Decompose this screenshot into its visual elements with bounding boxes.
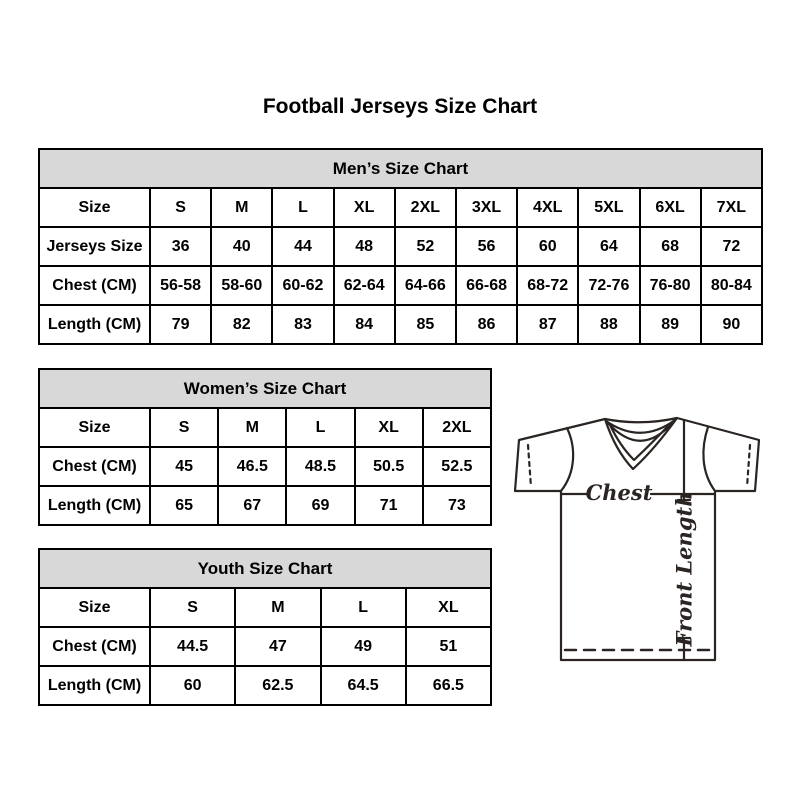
page-title: Football Jerseys Size Chart <box>262 95 538 118</box>
cell: 79 <box>150 305 211 344</box>
cell: 69 <box>286 486 354 525</box>
front-length-measure-label: Front Length <box>671 491 697 647</box>
table-title-row <box>39 549 491 588</box>
cell: 48.5 <box>286 447 354 486</box>
mens-size-table <box>38 148 763 345</box>
chest-measure-label: Chest <box>585 480 653 505</box>
table-row <box>39 305 762 344</box>
cell: 56 <box>456 227 517 266</box>
table-row <box>39 447 491 486</box>
row-label: Length (CM) <box>39 666 150 705</box>
cell: 83 <box>272 305 333 344</box>
size-value-header: XL <box>334 188 395 227</box>
cell: 40 <box>211 227 272 266</box>
cell: 86 <box>456 305 517 344</box>
table-row <box>39 627 491 666</box>
jersey-outline <box>515 418 759 660</box>
size-value-header: 4XL <box>517 188 578 227</box>
cell: 72 <box>701 227 762 266</box>
cell: 87 <box>517 305 578 344</box>
table-row <box>39 666 491 705</box>
row-label: Chest (CM) <box>39 627 150 666</box>
cell: 67 <box>218 486 286 525</box>
cell: 73 <box>423 486 491 525</box>
youth-size-table <box>38 548 492 706</box>
size-value-header: L <box>321 588 406 627</box>
cell: 49 <box>321 627 406 666</box>
cell: 65 <box>150 486 218 525</box>
table-row <box>39 227 762 266</box>
table-title-row <box>39 149 762 188</box>
size-value-header: 3XL <box>456 188 517 227</box>
cell: 89 <box>640 305 701 344</box>
cell: 60 <box>150 666 235 705</box>
row-label: Length (CM) <box>39 486 150 525</box>
cell: 44 <box>272 227 333 266</box>
size-value-header: 6XL <box>640 188 701 227</box>
jersey-measurement-diagram <box>503 398 775 672</box>
table-row <box>39 486 491 525</box>
cell: 56-58 <box>150 266 211 305</box>
cell: 52 <box>395 227 456 266</box>
size-value-header: S <box>150 408 218 447</box>
womens-size-table <box>38 368 492 526</box>
column-header-row <box>39 588 491 627</box>
cell: 68-72 <box>517 266 578 305</box>
size-value-header: M <box>211 188 272 227</box>
cell: 60-62 <box>272 266 333 305</box>
cell: 71 <box>355 486 423 525</box>
cell: 62.5 <box>235 666 320 705</box>
cell: 66-68 <box>456 266 517 305</box>
cell: 66.5 <box>406 666 491 705</box>
size-column-header: Size <box>39 588 150 627</box>
cell: 72-76 <box>578 266 639 305</box>
cell: 84 <box>334 305 395 344</box>
size-value-header: 7XL <box>701 188 762 227</box>
cell: 48 <box>334 227 395 266</box>
size-value-header: 5XL <box>578 188 639 227</box>
cell: 64-66 <box>395 266 456 305</box>
size-value-header: XL <box>355 408 423 447</box>
cell: 85 <box>395 305 456 344</box>
cell: 46.5 <box>218 447 286 486</box>
table-title: Men’s Size Chart <box>39 149 762 188</box>
size-column-header: Size <box>39 408 150 447</box>
cell: 76-80 <box>640 266 701 305</box>
cell: 52.5 <box>423 447 491 486</box>
size-value-header: XL <box>406 588 491 627</box>
size-value-header: 2XL <box>423 408 491 447</box>
size-value-header: L <box>286 408 354 447</box>
cell: 36 <box>150 227 211 266</box>
size-value-header: M <box>235 588 320 627</box>
table-title-row <box>39 369 491 408</box>
cell: 44.5 <box>150 627 235 666</box>
column-header-row <box>39 188 762 227</box>
size-column-header: Size <box>39 188 150 227</box>
size-value-header: 2XL <box>395 188 456 227</box>
row-label: Chest (CM) <box>39 447 150 486</box>
cell: 64 <box>578 227 639 266</box>
cell: 58-60 <box>211 266 272 305</box>
row-label: Jerseys Size <box>39 227 150 266</box>
cell: 80-84 <box>701 266 762 305</box>
table-row <box>39 266 762 305</box>
size-value-header: M <box>218 408 286 447</box>
size-value-header: S <box>150 588 235 627</box>
size-value-header: L <box>272 188 333 227</box>
cell: 50.5 <box>355 447 423 486</box>
cell: 68 <box>640 227 701 266</box>
cell: 82 <box>211 305 272 344</box>
cell: 90 <box>701 305 762 344</box>
size-value-header: S <box>150 188 211 227</box>
table-title: Youth Size Chart <box>39 549 491 588</box>
table-title: Women’s Size Chart <box>39 369 491 408</box>
column-header-row <box>39 408 491 447</box>
cell: 45 <box>150 447 218 486</box>
cell: 51 <box>406 627 491 666</box>
cell: 62-64 <box>334 266 395 305</box>
cell: 47 <box>235 627 320 666</box>
row-label: Chest (CM) <box>39 266 150 305</box>
row-label: Length (CM) <box>39 305 150 344</box>
cell: 60 <box>517 227 578 266</box>
cell: 88 <box>578 305 639 344</box>
cell: 64.5 <box>321 666 406 705</box>
